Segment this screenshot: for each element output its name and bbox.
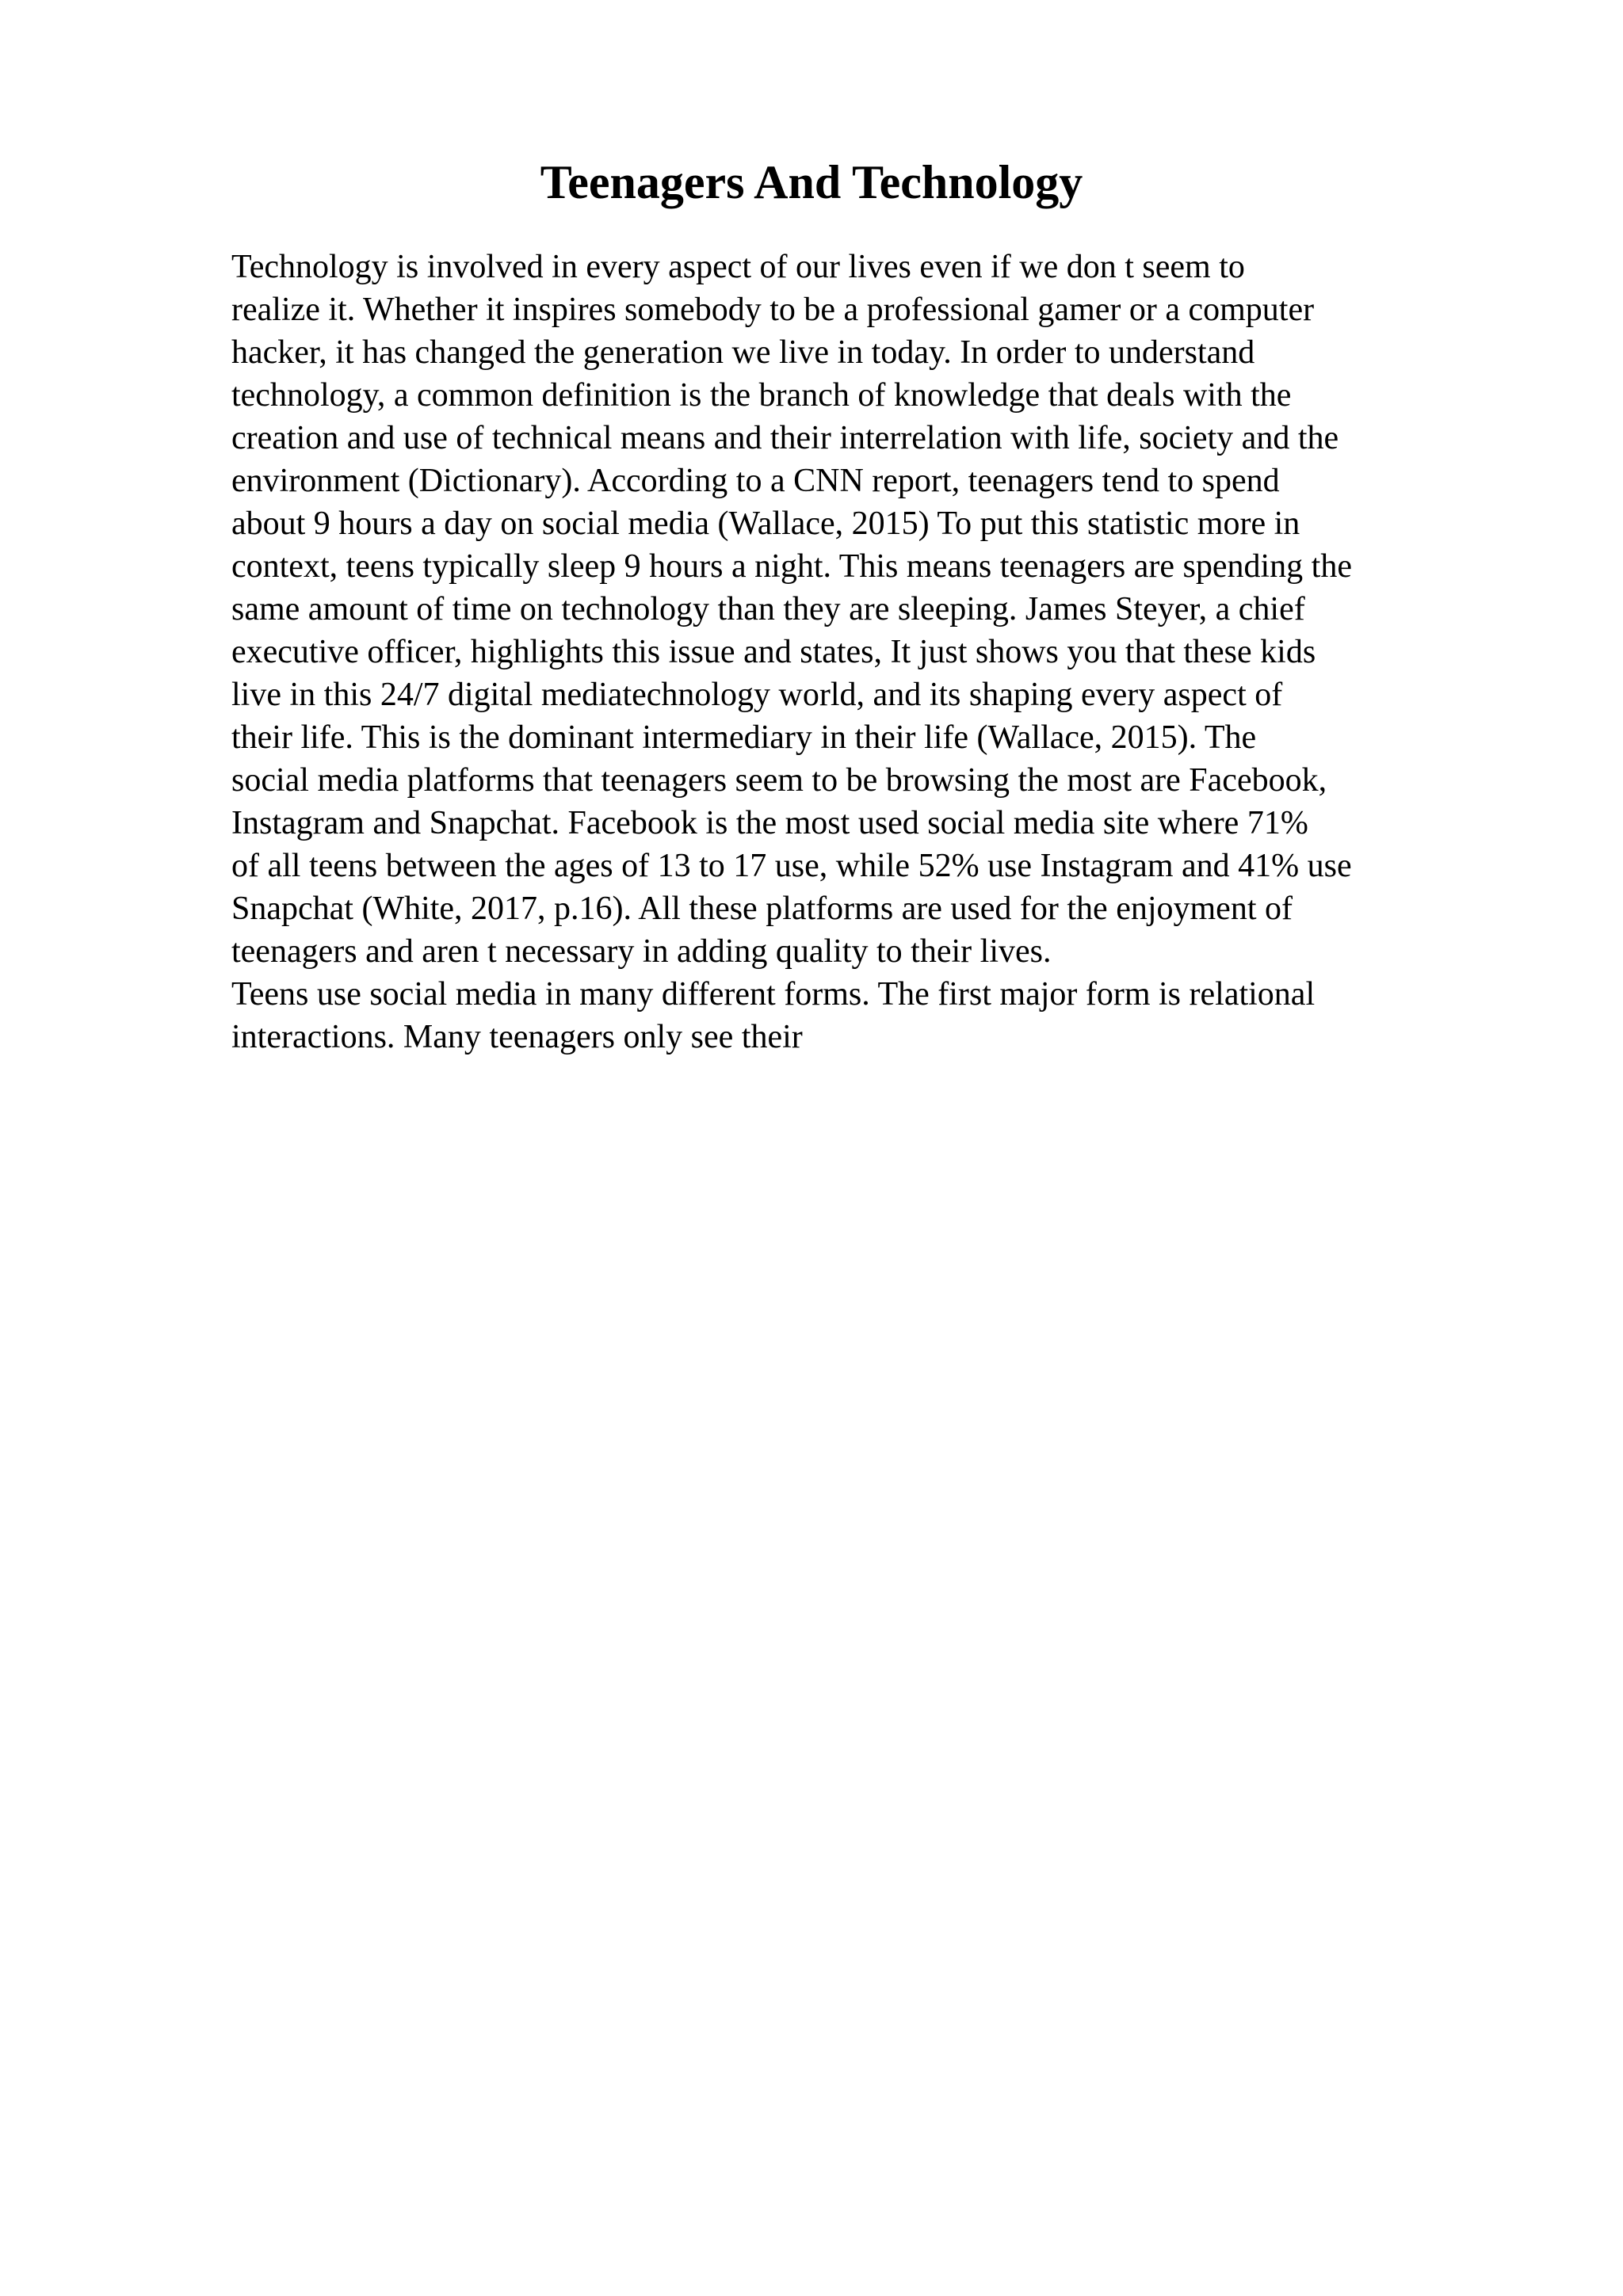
body-line: their life. This is the dominant intermediary in their life (Wallace, 2015). The	[231, 719, 1257, 756]
body-line: hacker, it has changed the generation we live in today. In order to understand	[231, 334, 1255, 371]
body-line: creation and use of technical means and their interrelation with life, society and the	[231, 420, 1339, 456]
body-line: of all teens between the ages of 13 to 17 use, while 52% use Instagram and 41% use	[231, 848, 1352, 884]
body-line: technology, a common definition is the branch of knowledge that deals with the	[231, 377, 1292, 414]
body-line: context, teens typically sleep 9 hours a night. This means teenagers are spending the	[231, 548, 1352, 585]
body-line: realize it. Whether it inspires somebody to be a professional gamer or a computer	[231, 292, 1315, 328]
body-line: Instagram and Snapchat. Facebook is the most used social media site where 71%	[231, 805, 1308, 841]
body-line: executive officer, highlights this issue and states, It just shows you that these kids	[231, 634, 1316, 670]
document-title: Teenagers And Technology	[540, 156, 1083, 208]
body-line: live in this 24/7 digital mediatechnology world, and its shaping every aspect of	[231, 677, 1283, 713]
body-line: interactions. Many teenagers only see their	[231, 1019, 803, 1055]
body-line: Teens use social media in many different forms. The first major form is relational	[231, 976, 1316, 1013]
document-body	[231, 246, 1499, 1058]
body-line: same amount of time on technology than they are sleeping. James Steyer, a chief	[231, 591, 1305, 627]
body-line: Technology is involved in every aspect of our lives even if we don t seem to	[231, 249, 1245, 285]
body-line: environment (Dictionary). According to a CNN report, teenagers tend to spend	[231, 463, 1280, 499]
body-line: teenagers and aren t necessary in adding quality to their lives.	[231, 933, 1052, 970]
body-line: social media platforms that teenagers seem to be browsing the most are Facebook,	[231, 762, 1327, 799]
body-line: about 9 hours a day on social media (Wallace, 2015) To put this statistic more in	[231, 505, 1300, 542]
body-line: Snapchat (White, 2017, p.16). All these platforms are used for the enjoyment of	[231, 891, 1293, 927]
